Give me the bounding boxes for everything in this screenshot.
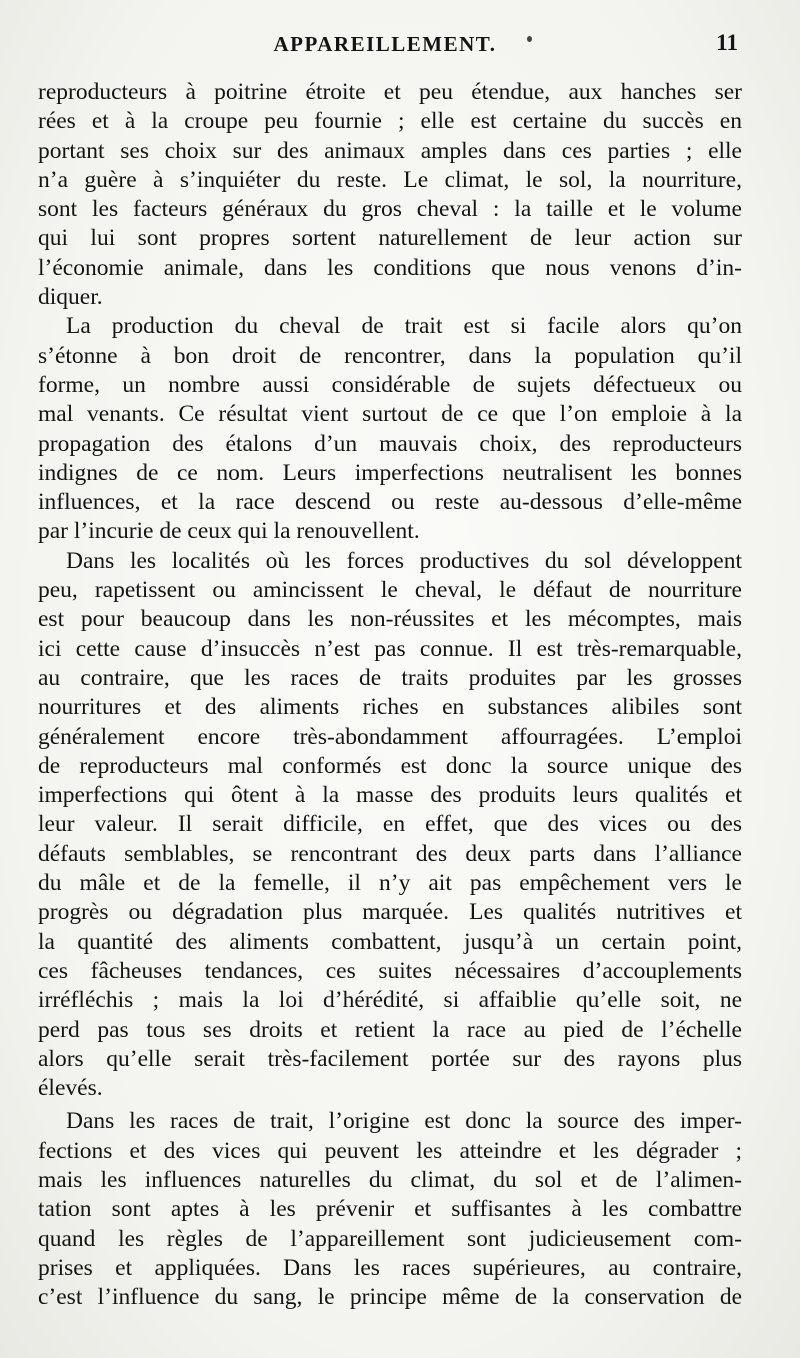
- text-line: la quantité des aliments combattent, jusqu’à un certain point,: [38, 928, 742, 955]
- text-line: mais les influences naturelles du climat, du sol et de l’alimen-: [38, 1166, 742, 1193]
- text-line: La production du cheval de trait est si facile alors qu’on: [66, 313, 742, 340]
- text-line: indignes de ce nom. Leurs imperfections neutralisent les bonnes: [38, 459, 742, 486]
- paragraph: [38, 312, 742, 546]
- text-line: l’économie animale, dans les conditions que nous venons d’in-: [38, 254, 742, 281]
- text-line: qui lui sont propres sortent naturellement de leur action sur: [38, 225, 742, 252]
- text-line: par l’incurie de ceux qui la renouvellent.: [38, 518, 420, 545]
- text-line: est pour beaucoup dans les non-réussites et les mécomptes, mais: [38, 606, 742, 633]
- text-line: nourritures et des aliments riches en substances alibiles sont: [38, 694, 742, 721]
- text-line: mal venants. Ce résultat vient surtout de ce que l’on emploie à la: [38, 401, 742, 428]
- text-line: portant ses choix sur des animaux amples dans ces parties ; elle: [38, 137, 742, 164]
- page-header: [0, 30, 800, 60]
- text-line: quand les règles de l’appareillement sont judicieusement com-: [38, 1225, 742, 1252]
- text-line: alors qu’elle serait très-facilement portée sur des rayons plus: [38, 1045, 742, 1072]
- text-line: ces fâcheuses tendances, ces suites nécessaires d’accouplements: [38, 957, 742, 984]
- text-line: de reproducteurs mal conformés est donc la source unique des: [38, 752, 742, 779]
- paragraph: [38, 1107, 742, 1312]
- text-line: diquer.: [38, 284, 103, 311]
- running-head: APPAREILLEMENT.: [273, 32, 497, 56]
- text-line: imperfections qui ôtent à la masse des produits leurs qualités et: [38, 782, 742, 809]
- text-line: généralement encore très-abondamment affourragées. L’emploi: [38, 723, 742, 750]
- text-line: leur valeur. Il serait difficile, en effet, que des vices ou des: [38, 811, 742, 838]
- text-line: sont les facteurs généraux du gros cheval : la taille et le volume: [38, 196, 742, 223]
- text-line: irréfléchis ; mais la loi d’hérédité, si affaiblie qu’elle soit, ne: [38, 987, 742, 1014]
- text-line: forme, un nombre aussi considérable de sujets défectueux ou: [38, 371, 742, 398]
- text-line: reproducteurs à poitrine étroite et peu étendue, aux hanches ser: [38, 79, 742, 105]
- text-line: du mâle et de la femelle, il n’y ait pas empêchement vers le: [38, 870, 742, 897]
- text-line: c’est l’influence du sang, le principe même de la conservation de: [38, 1284, 742, 1311]
- text-line: fections et des vices qui peuvent les atteindre et les dégrader ;: [38, 1137, 742, 1164]
- text-line: défauts semblables, se rencontrant des deux parts dans l’alliance: [38, 840, 742, 867]
- text-line: progrès ou dégradation plus marquée. Les qualités nutritives et: [38, 899, 742, 926]
- text-line: propagation des étalons d’un mauvais choix, des reproducteurs: [38, 430, 742, 457]
- text-line: Dans les races de trait, l’origine est donc la source des imper-: [66, 1108, 742, 1135]
- text-line: s’étonne à bon droit de rencontrer, dans la population qu’il: [38, 342, 742, 369]
- text-line: élevés.: [38, 1075, 103, 1102]
- text-line: prises et appliquées. Dans les races supérieures, au contraire,: [38, 1254, 742, 1281]
- text-line: rées et à la croupe peu fournie ; elle est certaine du succès en: [38, 108, 742, 135]
- paragraph: [38, 78, 742, 312]
- text-line: tation sont aptes à les prévenir et suffisantes à les combattre: [38, 1196, 742, 1223]
- page-number: 11: [716, 30, 738, 55]
- text-line: influences, et la race descend ou reste au-dessous d’elle-même: [38, 489, 742, 516]
- text-line: ici cette cause d’insuccès n’est pas connue. Il est très-remarquable,: [38, 635, 742, 662]
- text-line: peu, rapetissent ou amincissent le cheval, le défaut de nourriture: [38, 577, 742, 604]
- body-text: [38, 78, 742, 1312]
- paragraph: [38, 547, 742, 1104]
- text-line: Dans les localités où les forces productives du sol développent: [66, 547, 742, 574]
- text-line: au contraire, que les races de traits produites par les grosses: [38, 664, 742, 691]
- text-line: n’a guère à s’inquiéter du reste. Le climat, le sol, la nourriture,: [38, 166, 742, 193]
- text-line: perd pas tous ses droits et retient la race au pied de l’échelle: [38, 1016, 742, 1043]
